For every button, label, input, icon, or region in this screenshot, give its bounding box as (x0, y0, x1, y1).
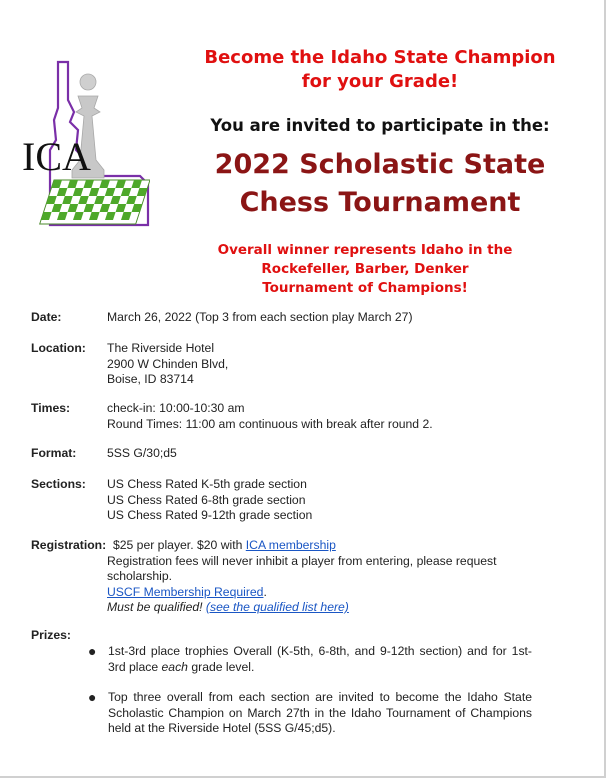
event-title-line2: Chess Tournament (239, 187, 521, 218)
registration-first-line (31, 538, 336, 554)
prize-item-2-text: Top three overall from each section are invited to become the Idaho State Scholastic Champion on March 27th in the Idaho Tournament of Champions held at the Riverside Hotel (5SS G/45;d5). (108, 690, 532, 735)
registration-line2: Registration fees will never inhibit a player from entering, please request (107, 553, 497, 568)
qualified-list-link[interactable]: (see the qualified list here) (205, 600, 349, 614)
champion-headline-line2: for your Grade! (301, 71, 459, 92)
bullet-icon: ● (88, 689, 97, 705)
overall-line1: Overall winner represents Idaho in the (217, 242, 513, 258)
ica-membership-link[interactable]: ICA membership (245, 538, 336, 552)
registration-label: Registration: (31, 538, 107, 552)
bullet-icon: ● (88, 643, 97, 659)
qualified-text: Must be qualified! (107, 600, 203, 614)
prize-item-1 (88, 643, 532, 675)
overall-winner-text (195, 241, 535, 298)
event-title (160, 146, 600, 222)
idaho-chess-logo-icon (20, 60, 150, 240)
times-line2: Round Times: 11:00 am continuous with break after round 2. (107, 416, 433, 431)
section-line3: US Chess Rated 9-12th grade section (107, 508, 313, 522)
location-value (107, 341, 557, 388)
registration-details (107, 554, 557, 616)
invite-text: You are invited to participate in the: (210, 116, 550, 135)
overall-line3: Tournament of Champions! (262, 280, 468, 296)
location-line2: 2900 W Chinden Blvd, (107, 356, 229, 371)
uscf-line (107, 585, 557, 601)
section-line2: US Chess Rated 6-8th grade section (107, 492, 306, 507)
times-line1: check-in: 10:00-10:30 am (107, 401, 245, 415)
qualified-line (107, 600, 557, 616)
location-line3: Boise, ID 83714 (107, 372, 194, 386)
event-title-line1: 2022 Scholastic State (214, 149, 546, 180)
date-value: March 26, 2022 (Top 3 from each section play March 27) (107, 310, 413, 324)
champion-headline-line1: Become the Idaho State Champion (204, 47, 556, 68)
times-value (107, 401, 557, 432)
format-label: Format: (31, 446, 77, 460)
section-line1: US Chess Rated K-5th grade section (107, 477, 307, 491)
location-label: Location: (31, 341, 86, 355)
prize-item-1-text-a: 1st-3rd place trophies Overall (K-5th, 6-8th, and 9-12th section) and for 1st-3rd place (108, 644, 532, 674)
prize-item-2 (88, 689, 532, 737)
uscf-period: . (263, 584, 267, 599)
champion-headline (160, 46, 600, 94)
sections-label: Sections: (31, 477, 86, 491)
prizes-label: Prizes: (31, 628, 71, 642)
date-label: Date: (31, 310, 62, 324)
location-line1: The Riverside Hotel (107, 341, 215, 355)
prize-item-1-emphasis: each (161, 659, 188, 674)
times-label: Times: (31, 401, 71, 415)
uscf-membership-link[interactable]: USCF Membership Required (107, 584, 264, 599)
format-value: 5SS G/30;d5 (107, 446, 177, 460)
sections-value (107, 477, 557, 524)
registration-fee: $25 per player. $20 with (112, 538, 243, 552)
prize-item-1-text-b: grade level. (191, 659, 255, 674)
overall-line2: Rockefeller, Barber, Denker (261, 261, 469, 277)
registration-line3: scholarship. (107, 569, 173, 583)
logo-text: ICA (22, 134, 91, 179)
